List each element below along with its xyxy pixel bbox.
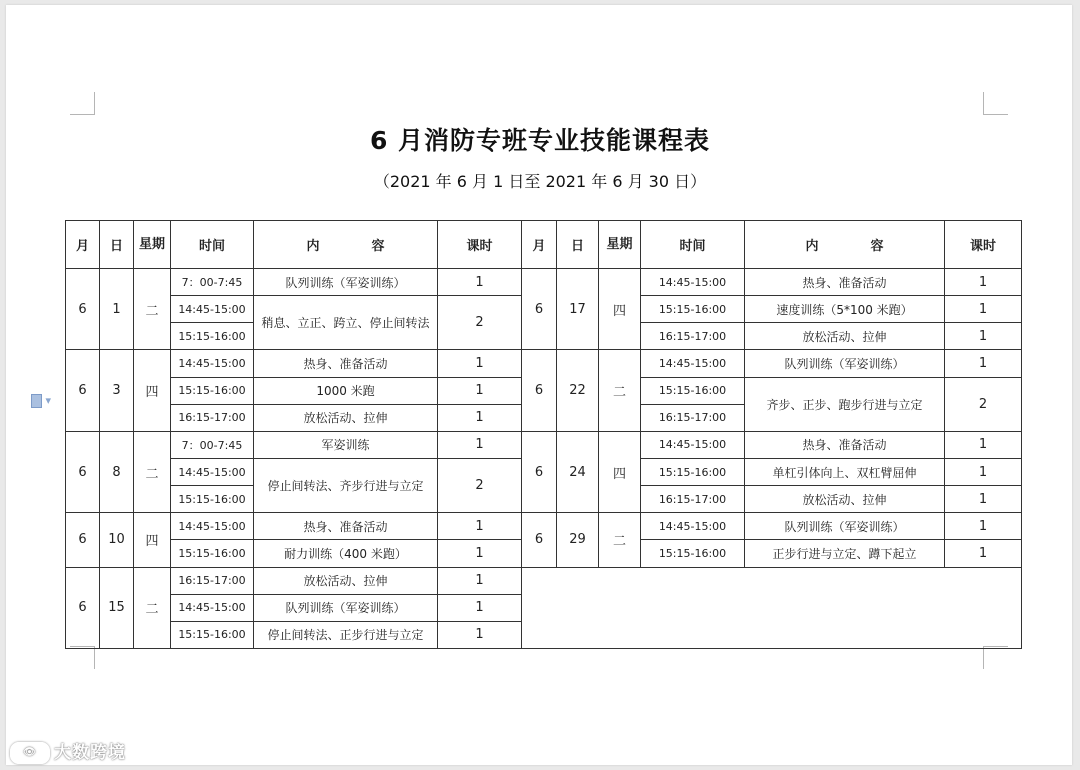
month-cell: 6 [522,513,557,567]
hours-cell: 1 [945,269,1022,296]
weekday-cell: 二 [599,350,641,431]
day-cell: 29 [557,513,599,567]
page-corner-mark [983,92,1008,115]
weekday-cell: 四 [134,513,171,567]
time-cell: 14:45-15:00 [171,350,254,377]
weekday-cell: 四 [134,350,171,431]
time-cell: 14:45-15:00 [171,296,254,323]
schedule-table [65,220,1022,649]
time-cell: 7：00-7:45 [171,269,254,296]
table-row [66,269,1022,296]
content-cell: 停止间转法、齐步行进与立定 [254,458,438,512]
page-corner-mark [983,646,1008,669]
month-cell: 6 [522,431,557,512]
time-cell: 15:15-16:00 [171,377,254,404]
month-cell: 6 [66,431,100,512]
content-cell: 停止间转法、正步行进与立定 [254,621,438,648]
content-cell: 齐步、正步、跑步行进与立定 [745,377,945,431]
hours-cell: 1 [438,513,522,540]
weekday-cell: 二 [134,269,171,350]
day-cell: 17 [557,269,599,350]
content-cell: 热身、准备活动 [745,269,945,296]
weekday-cell: 二 [134,567,171,648]
content-cell: 放松活动、拉伸 [254,404,438,431]
header-time: 时间 [641,221,745,269]
hours-cell: 1 [438,540,522,567]
month-cell: 6 [66,567,100,648]
day-cell: 10 [100,513,134,567]
hours-cell: 1 [945,513,1022,540]
document-side-icon[interactable]: ▾ [31,394,57,408]
hours-cell: 1 [945,350,1022,377]
hours-cell: 1 [945,458,1022,485]
header-time: 时间 [171,221,254,269]
day-cell: 22 [557,350,599,431]
day-cell: 1 [100,269,134,350]
time-cell: 16:15-17:00 [171,404,254,431]
content-cell: 正步行进与立定、蹲下起立 [745,540,945,567]
time-cell: 15:15-16:00 [171,621,254,648]
hours-cell: 1 [945,540,1022,567]
time-cell: 15:15-16:00 [641,540,745,567]
hours-cell: 1 [945,431,1022,458]
hours-cell: 1 [438,431,522,458]
time-cell: 16:15-17:00 [641,323,745,350]
time-cell: 14:45-15:00 [171,458,254,485]
header-day: 日 [100,221,134,269]
month-cell: 6 [522,269,557,350]
day-cell: 15 [100,567,134,648]
header-content: 内 容 [254,221,438,269]
table-row [66,567,1022,594]
hours-cell: 2 [438,458,522,512]
hours-cell: 2 [945,377,1022,431]
time-cell: 15:15-16:00 [641,458,745,485]
weekday-cell: 四 [599,431,641,512]
content-cell: 放松活动、拉伸 [745,323,945,350]
header-month: 月 [522,221,557,269]
page-corner-mark [70,92,95,115]
document-title: 6 月消防专班专业技能课程表 [369,126,711,155]
time-cell: 14:45-15:00 [641,513,745,540]
content-cell: 放松活动、拉伸 [254,567,438,594]
content-cell: 军姿训练 [254,431,438,458]
content-cell: 队列训练（军姿训练） [745,513,945,540]
hours-cell: 1 [945,486,1022,513]
header-content: 内 容 [745,221,945,269]
table-header-row [66,221,1022,269]
page-corner-mark [70,646,95,669]
hours-cell: 1 [438,269,522,296]
content-cell: 放松活动、拉伸 [745,486,945,513]
hours-cell: 1 [438,594,522,621]
content-cell: 1000 米跑 [254,377,438,404]
hours-cell: 1 [945,323,1022,350]
time-cell: 15:15-16:00 [171,323,254,350]
logo-icon: 👁 [10,742,50,764]
table-row [66,513,1022,540]
content-cell: 单杠引体向上、双杠臂屈伸 [745,458,945,485]
watermark-text: 大数跨境 [54,743,126,763]
header-month: 月 [66,221,100,269]
time-cell: 14:45-15:00 [641,350,745,377]
time-cell: 14:45-15:00 [641,431,745,458]
content-cell: 速度训练（5*100 米跑） [745,296,945,323]
watermark [10,738,126,764]
empty-cell [522,567,1022,648]
table-row [66,350,1022,377]
month-cell: 6 [66,350,100,431]
table-row [66,431,1022,458]
month-cell: 6 [522,350,557,431]
time-cell: 7：00-7:45 [171,431,254,458]
time-cell: 15:15-16:00 [171,486,254,513]
content-cell: 队列训练（军姿训练） [254,594,438,621]
time-cell: 16:15-17:00 [641,486,745,513]
content-cell: 队列训练（军姿训练） [745,350,945,377]
header-weekday: 星期 [599,221,641,269]
hours-cell: 1 [438,350,522,377]
hours-cell: 1 [945,296,1022,323]
weekday-cell: 二 [599,513,641,567]
content-cell: 热身、准备活动 [745,431,945,458]
time-cell: 16:15-17:00 [171,567,254,594]
content-cell: 热身、准备活动 [254,350,438,377]
hours-cell: 1 [438,404,522,431]
hours-cell: 1 [438,621,522,648]
time-cell: 15:15-16:00 [641,377,745,404]
time-cell: 14:45-15:00 [171,594,254,621]
weekday-cell: 四 [599,269,641,350]
time-cell: 14:45-15:00 [641,269,745,296]
hours-cell: 1 [438,377,522,404]
content-cell: 耐力训练（400 米跑） [254,540,438,567]
time-cell: 14:45-15:00 [171,513,254,540]
month-cell: 6 [66,513,100,567]
document-subtitle: （2021 年 6 月 1 日至 2021 年 6 月 30 日） [373,172,707,191]
time-cell: 15:15-16:00 [641,296,745,323]
weekday-cell: 二 [134,431,171,512]
time-cell: 16:15-17:00 [641,404,745,431]
header-hours: 课时 [438,221,522,269]
day-cell: 3 [100,350,134,431]
day-cell: 8 [100,431,134,512]
month-cell: 6 [66,269,100,350]
content-cell: 热身、准备活动 [254,513,438,540]
hours-cell: 2 [438,296,522,350]
header-day: 日 [557,221,599,269]
header-hours: 课时 [945,221,1022,269]
header-weekday: 星期 [134,221,171,269]
hours-cell: 1 [438,567,522,594]
day-cell: 24 [557,431,599,512]
content-cell: 队列训练（军姿训练） [254,269,438,296]
time-cell: 15:15-16:00 [171,540,254,567]
content-cell: 稍息、立正、跨立、停止间转法 [254,296,438,350]
